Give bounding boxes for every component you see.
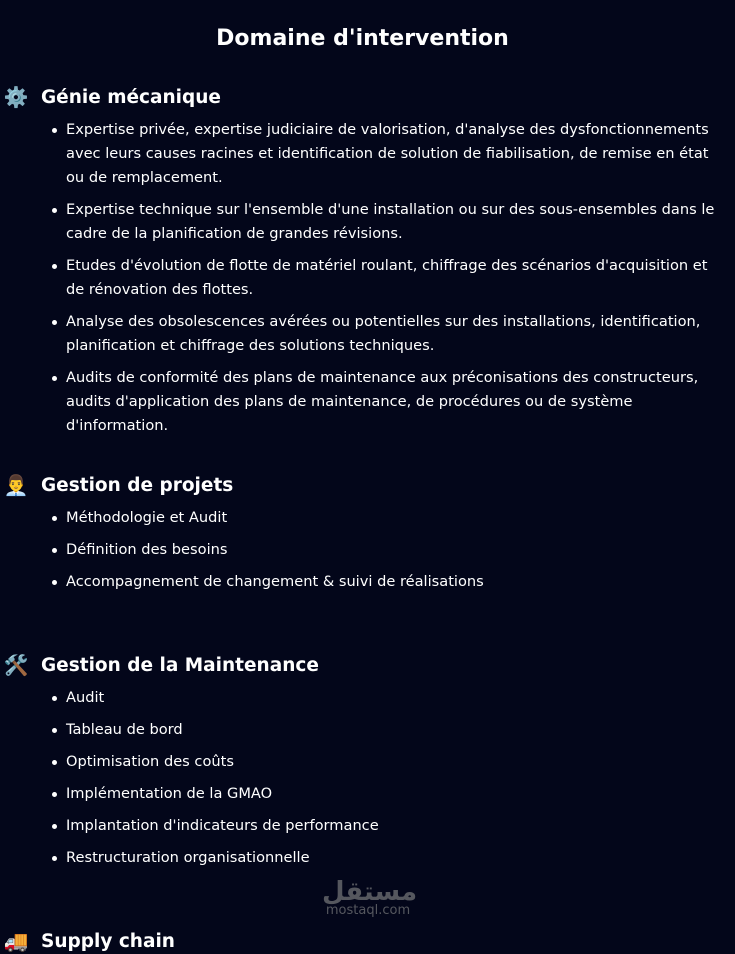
item-list (0, 506, 721, 594)
list-item: Audits de conformité des plans de maintenance aux préconisations des constructeurs, audits d'application des plans de maintenance, de procédures ou de système d'information. (66, 366, 721, 438)
list-item: Audit (66, 686, 721, 710)
watermark-latin: mostaql.com (325, 903, 411, 918)
section-heading: Gestion de projets (41, 474, 234, 496)
list-item: Méthodologie et Audit (66, 506, 721, 530)
list-item: Expertise privée, expertise judiciaire de valorisation, d'analyse des dysfonctionnements avec leurs causes racines et identification de solution de fiabilisation, de remise en état ou de remplacement. (66, 118, 721, 190)
mostaql-watermark (322, 877, 418, 918)
section-heading: Génie mécanique (41, 86, 221, 108)
list-item: Accompagnement de changement & suivi de réalisations (66, 570, 721, 594)
list-item: Restructuration organisationnelle (66, 846, 721, 870)
list-item: Expertise technique sur l'ensemble d'une installation ou sur des sous-ensembles dans le cadre de la planification de grandes révisions. (66, 198, 721, 246)
section-genie-mecanique (0, 84, 735, 446)
truck-icon: 🚚 (3, 929, 29, 953)
hammer-wrench-icon: 🛠️ (3, 653, 29, 677)
section-gestion-maintenance (0, 652, 735, 878)
list-item: Implémentation de la GMAO (66, 782, 721, 806)
list-item: Etudes d'évolution de flotte de matériel roulant, chiffrage des scénarios d'acquisition et de rénovation des flottes. (66, 254, 721, 302)
section-gestion-projets (0, 472, 735, 602)
list-item: Définition des besoins (66, 538, 721, 562)
manager-icon: 👨‍💼 (3, 473, 29, 497)
section-heading: Gestion de la Maintenance (41, 654, 319, 676)
gear-icon: ⚙️ (3, 85, 29, 109)
section-supply-chain (0, 928, 735, 954)
item-list (0, 686, 721, 870)
list-item: Implantation d'indicateurs de performance (66, 814, 721, 838)
item-list (0, 118, 721, 438)
section-heading: Supply chain (41, 930, 175, 952)
list-item: Analyse des obsolescences avérées ou potentielles sur des installations, identification, planification et chiffrage des solutions techniques. (66, 310, 721, 358)
page-title: Domaine d'intervention (216, 26, 509, 51)
list-item: Optimisation des coûts (66, 750, 721, 774)
watermark-arabic: مستقل (322, 877, 418, 907)
list-item: Tableau de bord (66, 718, 721, 742)
